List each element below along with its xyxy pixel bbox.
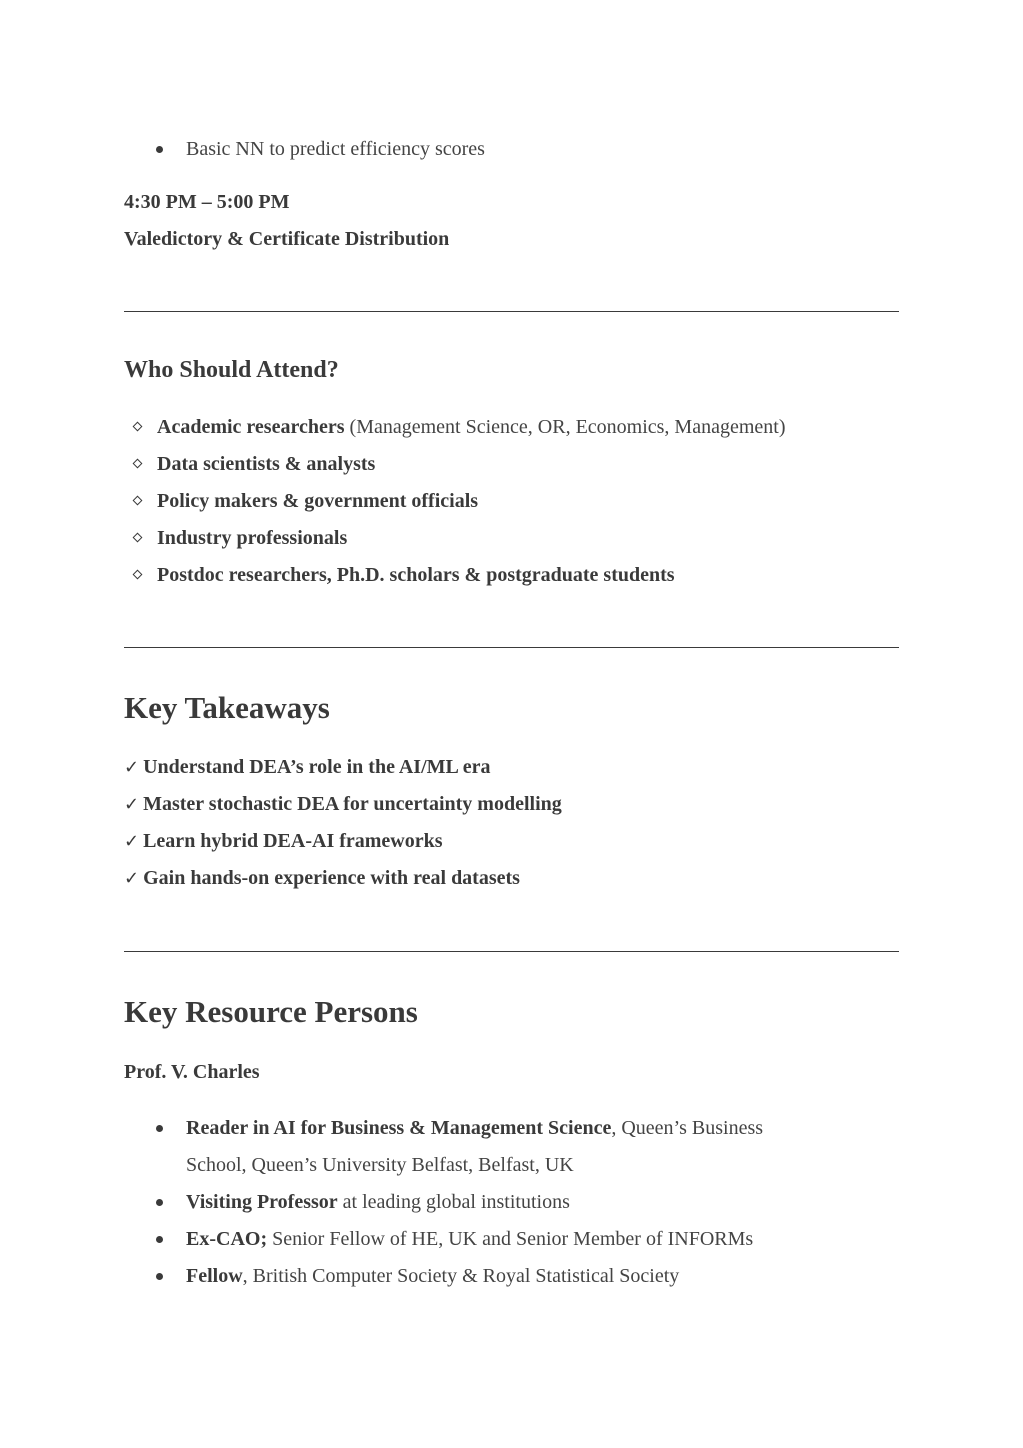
credential-item [186,1116,763,1140]
audience-item-bold: Academic researchers [157,416,345,438]
audience-item [157,526,347,550]
takeaway-text: Master stochastic DEA for uncertainty modelling [143,793,562,815]
takeaway-text: Understand DEA’s role in the AI/ML era [143,756,491,778]
takeaway-item [124,830,443,853]
checkmark-icon: ✓ [124,794,140,815]
audience-item-bold: Policy makers & government officials [157,490,479,512]
diamond-bullet-icon [133,533,143,543]
takeaway-text: Gain hands-on experience with real datasets [143,867,520,889]
credential-bold: Visiting Professor [186,1191,338,1213]
credential-bold: Fellow [186,1265,243,1287]
takeaway-item [124,867,520,890]
checkmark-icon: ✓ [124,757,140,778]
bullet-dot-icon [156,1273,163,1280]
credential-item [186,1190,570,1214]
credential-bold: Reader in AI for Business & Management Science [186,1117,612,1139]
takeaway-item [124,756,491,779]
checkmark-icon: ✓ [124,868,140,889]
section-divider [124,951,899,952]
bullet-dot-icon [156,1125,163,1132]
bullet-dot-icon [156,146,163,153]
credential-bold: Ex-CAO; [186,1228,268,1250]
who-should-attend-heading: Who Should Attend? [124,357,339,383]
section-divider [124,311,899,312]
audience-item-bold: Postdoc researchers, Ph.D. scholars & postgraduate students [157,564,675,586]
key-takeaways-heading: Key Takeaways [124,690,330,725]
bullet-dot-icon [156,1199,163,1206]
audience-item-bold: Industry professionals [157,527,348,549]
resource-persons-heading: Key Resource Persons [124,994,418,1029]
schedule-bullet-text: Basic NN to predict efficiency scores [186,138,485,160]
credential-rest: Senior Fellow of HE, UK and Senior Member of INFORMs [267,1228,754,1250]
checkmark-icon: ✓ [124,831,140,852]
credential-rest: at leading global institutions [337,1191,570,1213]
credential-rest: , British Computer Society & Royal Statistical Society [242,1265,680,1287]
diamond-bullet-icon [133,496,143,506]
takeaway-item [124,793,562,816]
diamond-bullet-icon [133,422,143,432]
audience-item [157,489,478,513]
bullet-dot-icon [156,1236,163,1243]
audience-item [157,415,786,439]
session-title: Valedictory & Certificate Distribution [124,228,450,250]
diamond-bullet-icon [133,570,143,580]
diamond-bullet-icon [133,459,143,469]
audience-item [157,563,675,587]
credential-item-continuation: School, Queen’s University Belfast, Belfast, UK [186,1154,574,1176]
audience-item-rest: (Management Science, OR, Economics, Management) [344,416,786,438]
section-divider [124,647,899,648]
credential-item [186,1227,753,1251]
session-time: 4:30 PM – 5:00 PM [124,191,290,213]
audience-item [157,452,375,476]
credential-item [186,1264,679,1288]
takeaway-text: Learn hybrid DEA-AI frameworks [143,830,443,852]
person-name: Prof. V. Charles [124,1061,260,1083]
audience-item-bold: Data scientists & analysts [157,453,376,475]
credential-rest: , Queen’s Business [611,1117,764,1139]
